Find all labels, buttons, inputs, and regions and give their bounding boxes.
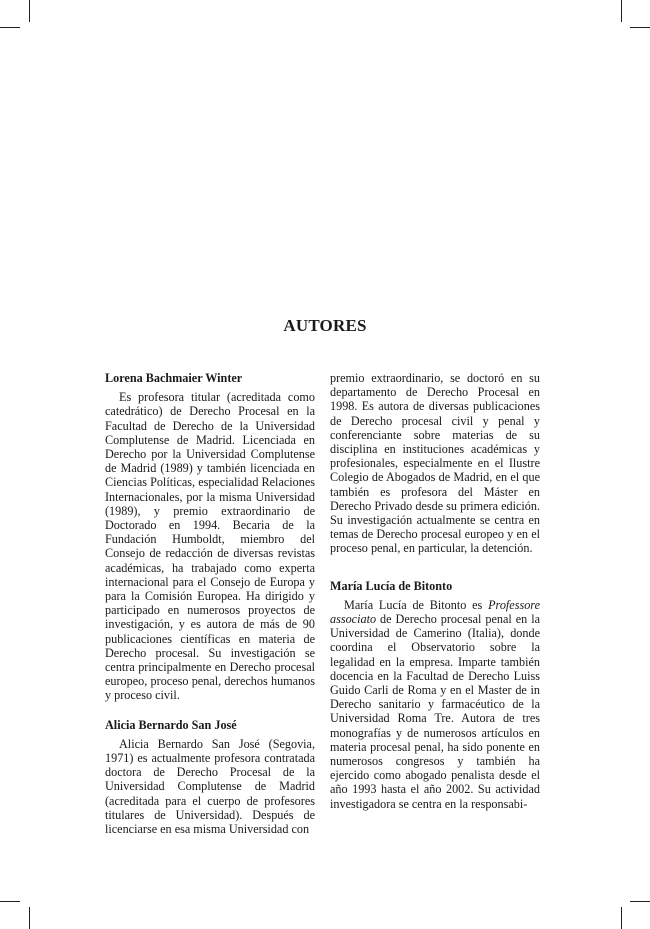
author-bio-continued: premio extraordinario, se doctoró en su departamento de Derecho Procesal en 1998. Es autora de diversas publicaciones de Derecho procesal civil y penal y conferenciante sobre materias de su disciplina en instituciones académicas y profesionales, especialmente en el Ilustre Colegio de Abogados de Madrid, en el que también es profesora del Máster en Derecho Privado desde su primera edición. Su investigación actualmente se centra en temas de Derecho procesal europeo y en el proceso penal, en particular, la detención. (330, 371, 540, 556)
crop-mark (0, 27, 20, 28)
author-name: María Lucía de Bitonto (330, 578, 453, 593)
crop-mark (621, 907, 622, 929)
author-bio: Alicia Bernardo San José (Segovia, 1971) es actualmente profesora contratada doctora de Derecho Procesal de la Universidad Complutense de Madrid (acreditada para el cuerpo de profesores titulares de Universidad). Después de licenciarse en esa misma Universidad con (105, 736, 315, 837)
author-bio: Es profesora titular (acreditada como catedrático) de Derecho Procesal en la Facultad de Derecho de la Universidad Complutense de Madrid. Licenciada en Derecho por la Universidad Complutense de Madrid (1989) y también licenciada en Ciencias Políticas, especialidad Relaciones Internacionales, por la misma Universidad (1989), y premio extraordinario de Doctorado en 1994. Becaria de la Fundación Humboldt, miembro del Consejo de redacción de diversas revistas académicas, ha trabajado como experta internacional para el Consejo de Europa y para la Comisión Europea. Ha dirigido y participado en numerosos proyectos de investigación, y es autora de más de 90 publicaciones científicas en materia de Derecho procesal. Su investigación se centra principalmente en Derecho procesal europeo, proceso penal, derechos humanos y proceso civil. (105, 390, 315, 703)
crop-mark (630, 27, 650, 28)
bio-text: María Lucía de Bitonto es (344, 597, 483, 612)
crop-mark (630, 901, 650, 902)
left-column (105, 371, 315, 836)
author-bio (330, 598, 540, 811)
crop-mark (621, 0, 622, 22)
crop-mark (0, 901, 20, 902)
right-column (330, 371, 540, 811)
author-name: Lorena Bachmaier Winter (105, 371, 243, 385)
crop-mark (29, 0, 30, 22)
author-name: Alicia Bernardo San José (105, 717, 237, 732)
bio-italic-title: Professore associato (330, 597, 540, 627)
bio-text: de Derecho procesal penal en la Universidad de Camerino (Italia), donde coordina el Observatorio sobre la legalidad en la empresa. Imparte también docencia en la Facultad de Derecho Luiss Guido Carli de Roma y en el Master de in Derecho sanitario y farmacéutico de la Universidad Roma Tre. Autora de tres monografías y de numerosos artículos en materia procesal penal, ha sido ponente en numerosos congresos y también ha ejercido como abogado penalista desde el año 1993 hasta el año 2002. Su actividad investigadora se centra en la responsabi- (330, 612, 541, 811)
crop-mark (29, 907, 30, 929)
page-title: AUTORES (283, 316, 367, 335)
